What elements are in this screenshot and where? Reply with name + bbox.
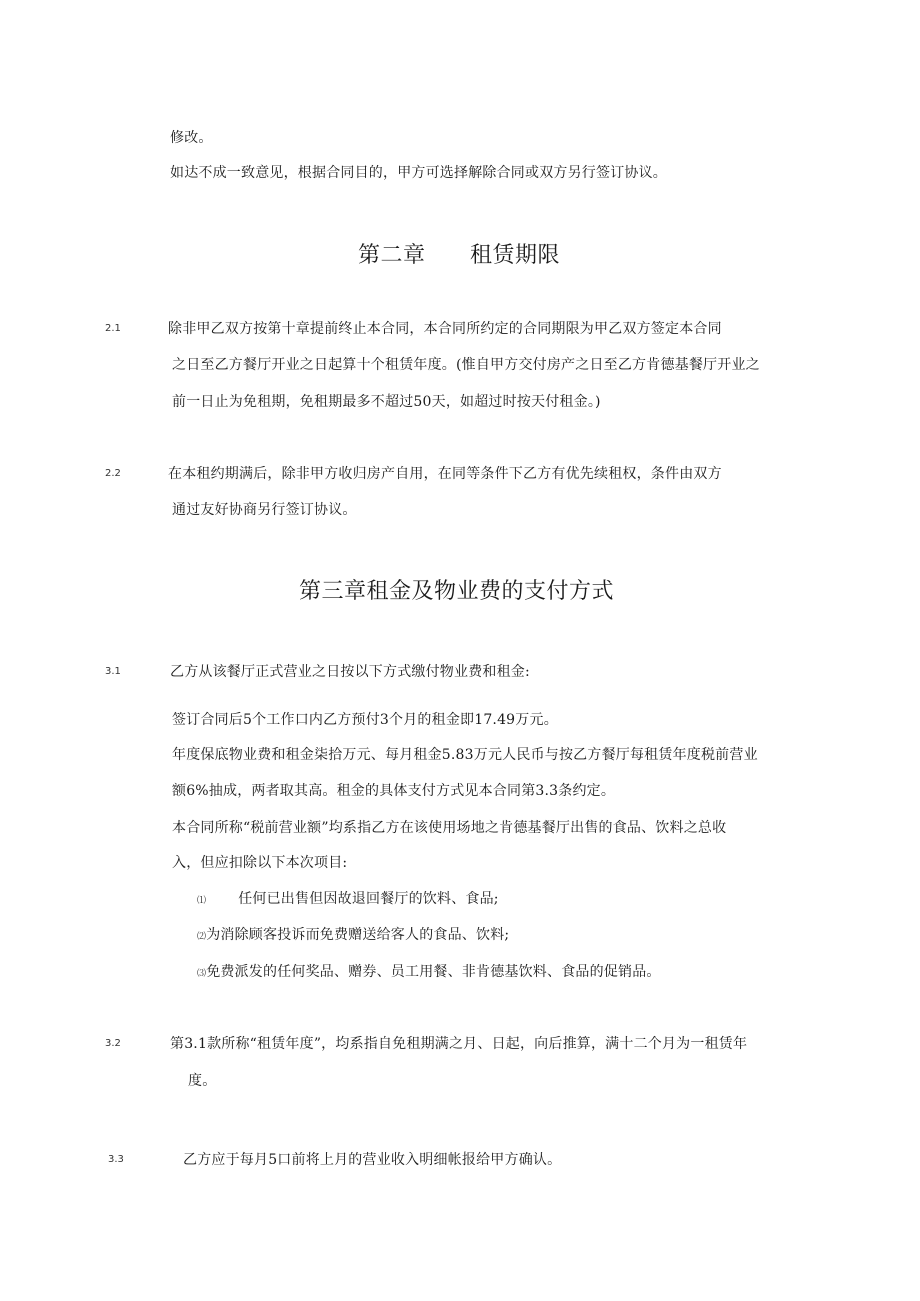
list-item-text: 任何已出售但因故退回餐厅的饮料、食品; [238, 891, 499, 907]
list-item [197, 925, 509, 947]
clause-3-2-line-2: 度。 [188, 1073, 217, 1089]
list-item-marker: ⑶ [197, 969, 207, 979]
list-item [197, 889, 499, 911]
list-item-marker: ⑴ [197, 896, 207, 906]
clause-3-1-line-6: 入，但应扣除以下本次项目: [172, 855, 348, 871]
clause-2-2-line-1: 在本租约期满后，除非甲方收归房产自用，在同等条件下乙方有优先续租权，条件由双方 [168, 466, 722, 482]
clause-3-3-line-1: 乙方应于每月5口前将上月的营业收入明细帐报给甲方确认。 [183, 1152, 562, 1168]
list-item-text: 免费派发的任何奖品、赠券、员工用餐、非肯德基饮料、食品的促销品。 [206, 964, 661, 980]
clause-2-1-line-1: 除非甲乙双方按第十章提前终止本合同，本合同所约定的合同期限为甲乙双方签定本合同 [168, 321, 722, 337]
clause-3-1-number: 3.1 [105, 666, 121, 677]
chapter-2-title-number: 第二章 [358, 243, 426, 268]
clause-3-1-line-1: 乙方从该餐厅正式营业之日按以下方式缴付物业费和租金: [170, 664, 530, 680]
clause-3-1-line-5: 本合同所称“税前营业额”均系指乙方在该使用场地之肯德基餐厅出售的食品、饮料之总收 [172, 820, 727, 836]
clause-3-3-number: 3.3 [108, 1154, 124, 1165]
list-item [197, 962, 661, 984]
clause-3-1-line-2: 签订合同后5个工作口内乙方预付3个月的租金即17.49万元。 [172, 712, 558, 728]
clause-3-2-line-1: 第3.1款所称“租赁年度”，均系指自免租期满之月、日起，向后推算，满十二个月为一租赁年 [170, 1036, 748, 1052]
chapter-2-title-text: 租赁期限 [470, 243, 561, 268]
clause-3-1-line-3: 年度保底物业费和租金柒拾万元、每月租金5.83万元人民币与按乙方餐厅每租赁年度税前营业 [172, 747, 758, 763]
list-item-marker: ⑵ [197, 932, 207, 942]
clause-2-1-number: 2.1 [105, 323, 121, 334]
clause-3-2-number: 3.2 [105, 1038, 121, 1049]
intro-line-1: 修改。 [170, 130, 213, 146]
list-item-text: 为消除顾客投诉而免费赠送给客人的食品、饮料; [206, 927, 510, 943]
clause-2-2-number: 2.2 [105, 468, 121, 479]
intro-line-2: 如达不成一致意见，根据合同目的，甲方可选择解除合同或双方另行签订协议。 [170, 165, 667, 181]
clause-3-1-line-4: 额6%抽成，两者取其高。租金的具体支付方式见本合同第3.3条约定。 [172, 783, 616, 799]
chapter-3-title: 第三章租金及物业费的支付方式 [299, 579, 615, 604]
clause-2-1-line-2: 之日至乙方餐厅开业之日起算十个租赁年度。(惟自甲方交付房产之日至乙方肯德基餐厅开业之 [172, 357, 760, 373]
clause-2-1-line-3: 前一日止为免租期，免租期最多不超过50天，如超过时按天付租金。) [172, 394, 601, 410]
clause-2-2-line-2: 通过友好协商另行签订协议。 [172, 502, 357, 518]
